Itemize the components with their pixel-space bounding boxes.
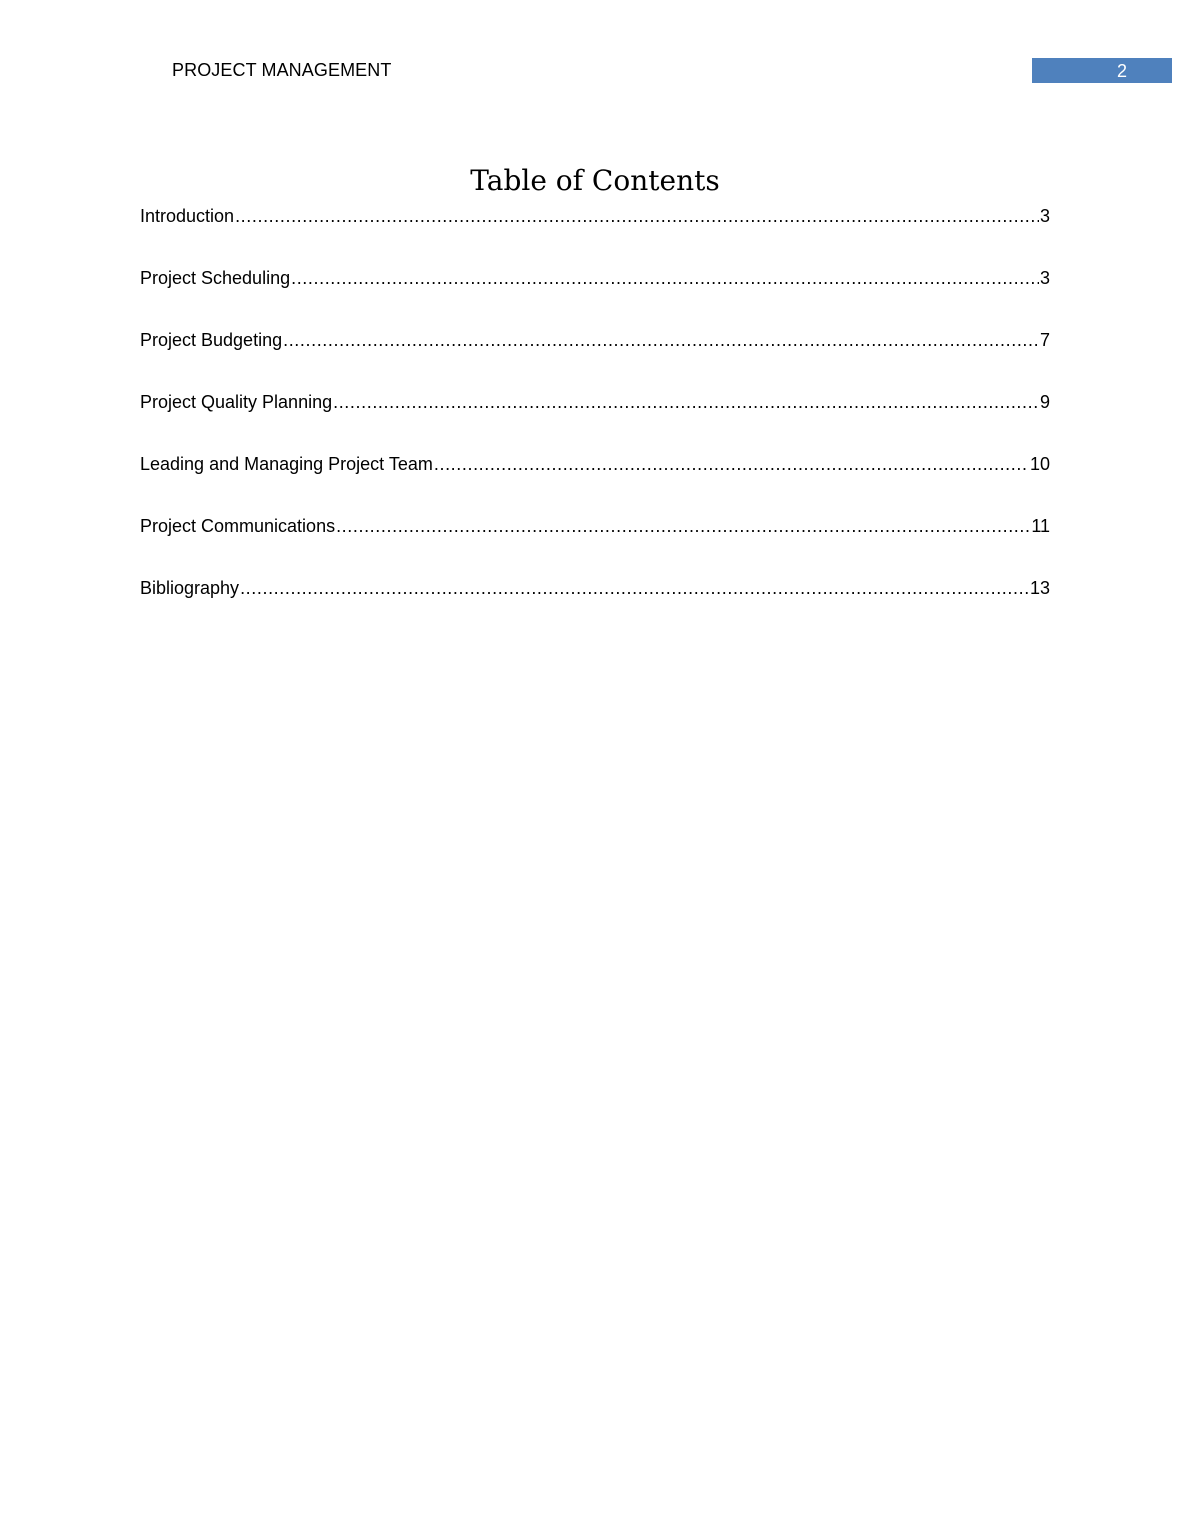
- toc-entry-label: Project Scheduling: [140, 268, 291, 288]
- toc-entry-bibliography[interactable]: [140, 576, 1050, 600]
- toc-entry-page: 10: [1029, 454, 1050, 474]
- toc-dot-leader: [333, 390, 1039, 414]
- toc-entry-leading-managing-team[interactable]: [140, 452, 1050, 476]
- toc-title: Table of Contents: [470, 164, 720, 197]
- running-head: PROJECT MANAGEMENT: [172, 60, 392, 80]
- toc-entry-project-communications[interactable]: [140, 514, 1050, 538]
- page-number-badge: [1032, 58, 1172, 83]
- toc-entry-page: 11: [1031, 516, 1050, 536]
- toc-dot-leader: [283, 328, 1039, 352]
- toc-dot-leader: [291, 266, 1039, 290]
- toc-entry-page: 7: [1039, 330, 1050, 350]
- toc-entry-label: Project Quality Planning: [140, 392, 333, 412]
- toc-entry-project-scheduling[interactable]: [140, 266, 1050, 290]
- toc-entry-label: Project Budgeting: [140, 330, 283, 350]
- toc-entry-page: 3: [1039, 268, 1050, 288]
- toc-entry-project-budgeting[interactable]: [140, 328, 1050, 352]
- toc-entry-project-quality-planning[interactable]: [140, 390, 1050, 414]
- toc-entry-label: Leading and Managing Project Team: [140, 454, 433, 474]
- toc-dot-leader: [434, 452, 1029, 476]
- page-number: 2: [1116, 60, 1127, 81]
- toc-dot-leader: [235, 204, 1039, 228]
- toc-entry-page: 13: [1029, 578, 1050, 598]
- toc-dot-leader: [336, 514, 1030, 538]
- toc-entry-label: Bibliography: [140, 578, 240, 598]
- toc-entry-page: 3: [1039, 206, 1050, 226]
- toc-entry-label: Introduction: [140, 206, 235, 226]
- toc-entry-introduction[interactable]: [140, 204, 1050, 228]
- toc-dot-leader: [240, 576, 1029, 600]
- toc-entry-page: 9: [1039, 392, 1050, 412]
- toc-entry-label: Project Communications: [140, 516, 336, 536]
- toc-list: [140, 204, 1050, 638]
